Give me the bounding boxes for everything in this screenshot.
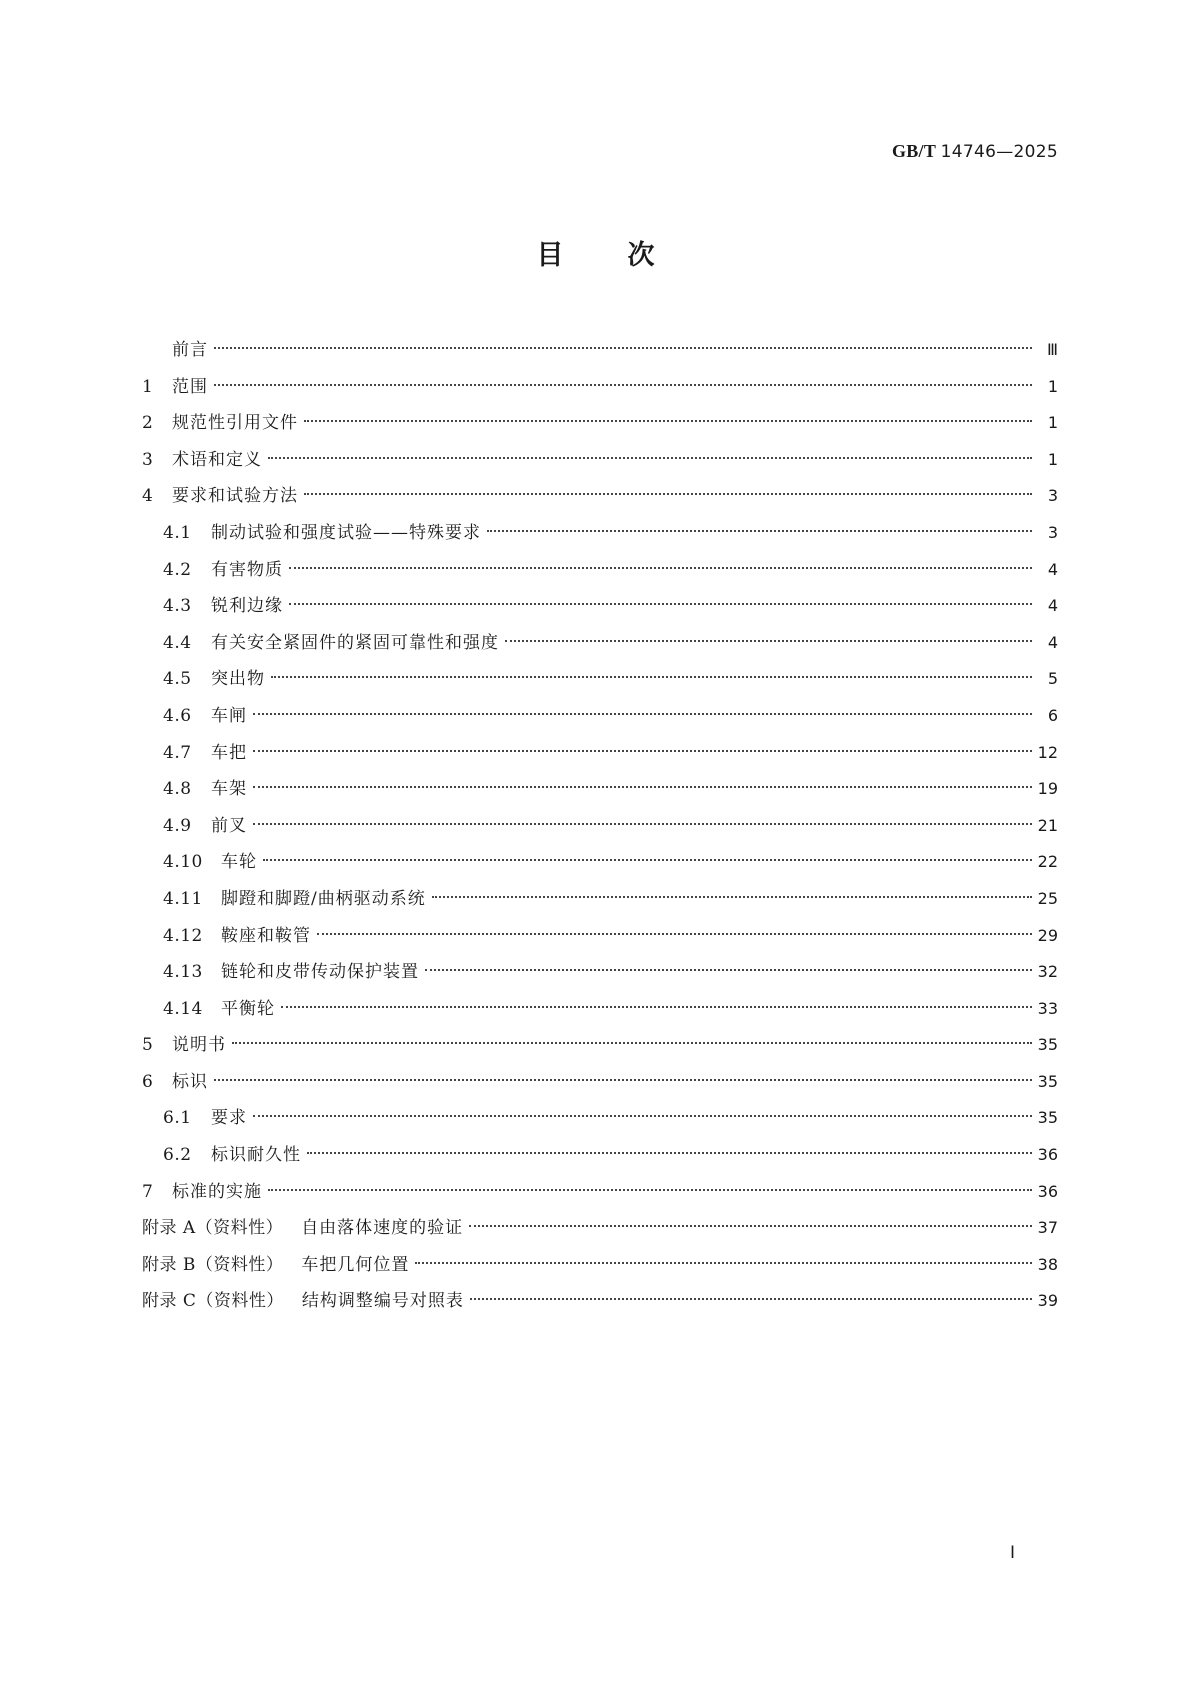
toc-entry-number: 6.1	[163, 1108, 192, 1129]
toc-dot-leader	[304, 493, 1032, 495]
toc-entry-number: 4.11	[163, 888, 203, 909]
toc-entry-page: Ⅲ	[1046, 340, 1058, 359]
toc-entry-page: 6	[1047, 705, 1058, 725]
toc-entry-label: 鞍座和鞍管	[221, 925, 311, 946]
toc-entry-number: 4.8	[163, 779, 192, 800]
toc-entry-page: 38	[1037, 1254, 1058, 1274]
toc-dot-leader	[317, 933, 1032, 935]
toc-entry-label: 范围	[172, 376, 208, 397]
toc-entry-label: 标识	[172, 1071, 208, 1092]
toc-dot-leader	[470, 1298, 1032, 1300]
toc-entry[interactable]	[142, 1180, 1058, 1217]
toc-dot-leader	[253, 823, 1032, 825]
toc-entry-number: 6.2	[163, 1145, 192, 1166]
toc-dot-leader	[307, 1152, 1032, 1154]
toc-entry-page: 36	[1037, 1145, 1058, 1165]
toc-entry-page: 25	[1037, 888, 1058, 908]
toc-entry[interactable]	[142, 667, 1058, 704]
toc-entry-number: 附录 A（资料性）	[142, 1218, 284, 1239]
toc-dot-leader	[289, 603, 1032, 605]
toc-entry-number: 4.12	[163, 925, 203, 946]
toc-entry-page: 4	[1047, 632, 1058, 652]
toc-entry-page: 4	[1047, 559, 1058, 579]
toc-entry-page: 3	[1047, 522, 1058, 542]
toc-dot-leader	[271, 676, 1032, 678]
toc-dot-leader	[415, 1262, 1031, 1264]
toc-entry[interactable]	[142, 448, 1058, 485]
toc-entry-label: 说明书	[172, 1035, 226, 1056]
toc-entry-number: 4.1	[163, 522, 192, 543]
toc-entry[interactable]	[142, 997, 1058, 1034]
toc-entry-number: 2	[142, 413, 154, 434]
toc-entry[interactable]	[142, 850, 1058, 887]
toc-entry-number: 附录 C（资料性）	[142, 1291, 284, 1312]
toc-entry-label: 制动试验和强度试验——特殊要求	[211, 522, 481, 543]
toc-entry-page: 35	[1037, 1071, 1058, 1091]
toc-entry-label: 术语和定义	[172, 449, 262, 470]
toc-entry[interactable]	[142, 631, 1058, 668]
toc-entry-number: 7	[142, 1181, 154, 1202]
toc-entry[interactable]	[142, 338, 1058, 375]
toc-entry-number: 4.13	[163, 962, 203, 983]
toc-entry-number: 4.3	[163, 596, 192, 617]
toc-entry-label: 结构调整编号对照表	[301, 1291, 464, 1312]
toc-entry-number: 3	[142, 449, 154, 470]
toc-dot-leader	[281, 1006, 1032, 1008]
toc-dot-leader	[425, 969, 1032, 971]
toc-entry-page: 4	[1047, 596, 1058, 616]
toc-entry-number: 4.7	[163, 742, 192, 763]
toc-entry[interactable]	[142, 1070, 1058, 1107]
toc-entry-page: 39	[1037, 1291, 1058, 1311]
toc-entry-label: 自由落体速度的验证	[301, 1218, 464, 1239]
toc-entry-label: 有关安全紧固件的紧固可靠性和强度	[211, 632, 499, 653]
toc-entry-page: 35	[1037, 1108, 1058, 1128]
standard-code-prefix: GB/T	[891, 141, 936, 161]
toc-entry[interactable]	[142, 558, 1058, 595]
toc-entry-label: 车闸	[211, 705, 247, 726]
toc-dot-leader	[268, 1189, 1032, 1191]
toc-entry-label: 有害物质	[211, 559, 283, 580]
toc-entry-page: 37	[1037, 1218, 1058, 1238]
toc-dot-leader	[289, 567, 1032, 569]
toc-dot-leader	[505, 640, 1032, 642]
toc-entry-number: 6	[142, 1071, 154, 1092]
toc-entry[interactable]	[142, 1289, 1058, 1326]
toc-entry[interactable]	[142, 1253, 1058, 1290]
toc-dot-leader	[214, 384, 1032, 386]
toc-entry-label: 要求	[211, 1108, 247, 1129]
toc-entry-label: 链轮和皮带传动保护装置	[221, 962, 419, 983]
toc-entry[interactable]	[142, 704, 1058, 741]
toc-entry-label: 车把	[211, 742, 247, 763]
toc-entry-page: 36	[1037, 1181, 1058, 1201]
toc-entry-label: 标准的实施	[172, 1181, 262, 1202]
toc-entry-label: 车轮	[221, 852, 257, 873]
toc-entry-number: 4.5	[163, 669, 192, 690]
toc-entry-label: 锐利边缘	[211, 596, 283, 617]
toc-entry[interactable]	[142, 1106, 1058, 1143]
toc-entry-page: 19	[1037, 779, 1058, 799]
toc-entry-page: 1	[1047, 376, 1058, 396]
toc-entry-label: 平衡轮	[221, 998, 275, 1019]
page-number: Ⅰ	[1009, 1543, 1015, 1562]
toc-entry[interactable]	[142, 814, 1058, 851]
toc-entry[interactable]	[142, 375, 1058, 412]
toc-entry[interactable]	[142, 521, 1058, 558]
toc-entry-page: 33	[1037, 998, 1058, 1018]
toc-entry[interactable]	[142, 777, 1058, 814]
toc-entry-page: 29	[1037, 925, 1058, 945]
toc-entry-page: 5	[1047, 669, 1058, 689]
toc-dot-leader	[263, 859, 1032, 861]
toc-dot-leader	[487, 530, 1032, 532]
toc-entry-number: 附录 B（资料性）	[142, 1254, 284, 1275]
toc-entry-label: 车架	[211, 779, 247, 800]
toc-dot-leader	[304, 420, 1032, 422]
toc-dot-leader	[214, 347, 1032, 349]
toc-entry-label: 标识耐久性	[211, 1145, 301, 1166]
toc-entry-page: 3	[1047, 486, 1058, 506]
toc-entry-number: 4.2	[163, 559, 192, 580]
toc-dot-leader	[253, 1115, 1032, 1117]
toc-dot-leader	[253, 786, 1032, 788]
toc-entry[interactable]	[142, 411, 1058, 448]
toc-entry-page: 1	[1047, 413, 1058, 433]
toc-dot-leader	[232, 1042, 1032, 1044]
toc-entry-page: 22	[1037, 852, 1058, 872]
toc-dot-leader	[253, 713, 1032, 715]
toc-entry[interactable]	[142, 594, 1058, 631]
toc-entry-page: 12	[1037, 742, 1058, 762]
toc-entry[interactable]	[142, 924, 1058, 961]
toc-entry[interactable]	[142, 1033, 1058, 1070]
toc-entry-label: 前叉	[211, 815, 247, 836]
toc-entry-label: 脚蹬和脚蹬/曲柄驱动系统	[221, 888, 426, 909]
table-of-contents	[142, 338, 1058, 1326]
toc-entry-number: 4.9	[163, 815, 192, 836]
toc-dot-leader	[253, 750, 1032, 752]
standard-code-number: 14746—2025	[940, 142, 1058, 162]
toc-entry-label: 要求和试验方法	[172, 486, 298, 507]
toc-entry-label: 规范性引用文件	[172, 413, 298, 434]
toc-entry-number: 4.14	[163, 998, 203, 1019]
toc-entry[interactable]	[142, 960, 1058, 997]
toc-entry-page: 35	[1037, 1035, 1058, 1055]
toc-entry-label: 突出物	[211, 669, 265, 690]
toc-entry-number: 1	[142, 376, 154, 397]
toc-entry-label: 车把几何位置	[301, 1254, 410, 1275]
standard-code	[892, 141, 1058, 162]
toc-entry-number: 4.10	[163, 852, 203, 873]
toc-entry-page: 1	[1047, 449, 1058, 469]
toc-entry-number: 4	[142, 486, 154, 507]
toc-dot-leader	[214, 1079, 1032, 1081]
toc-entry-number: 4.6	[163, 705, 192, 726]
toc-title: 目次	[536, 240, 719, 271]
toc-entry[interactable]	[142, 1143, 1058, 1180]
toc-entry-page: 21	[1037, 815, 1058, 835]
toc-entry-label: 前言	[172, 340, 208, 360]
toc-entry[interactable]	[142, 741, 1058, 778]
toc-entry-page: 32	[1037, 962, 1058, 982]
toc-dot-leader	[432, 896, 1032, 898]
toc-entry-number: 5	[142, 1035, 154, 1056]
toc-entry[interactable]	[142, 887, 1058, 924]
toc-dot-leader	[268, 457, 1032, 459]
toc-entry[interactable]	[142, 1216, 1058, 1253]
toc-dot-leader	[469, 1225, 1031, 1227]
toc-entry[interactable]	[142, 484, 1058, 521]
toc-entry-number: 4.4	[163, 632, 192, 653]
